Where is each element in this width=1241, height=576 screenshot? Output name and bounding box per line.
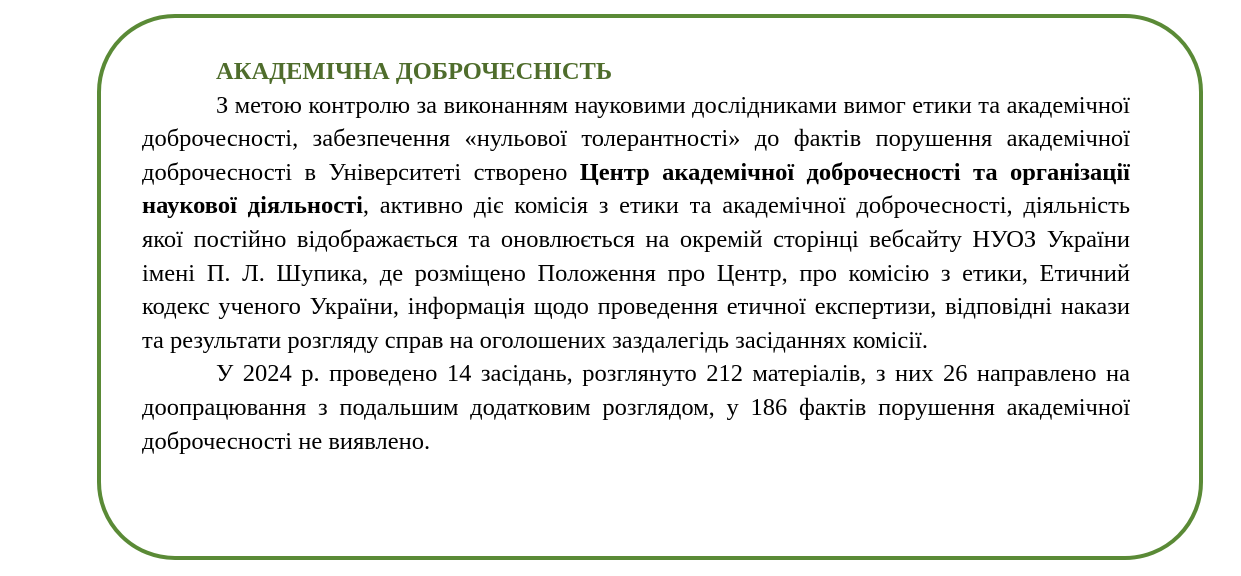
paragraph-academic-integrity	[142, 89, 1130, 358]
section-heading: АКАДЕМІЧНА ДОБРОЧЕСНІСТЬ	[216, 58, 613, 85]
paragraph-statistics-2024: У 2024 р. проведено 14 засідань, розглянуто 212 матеріалів, з них 26 направлено на доопрацювання з подальшим додатковим розглядом, у 186 фактів порушення академічної доброчесності не виявлено.	[142, 360, 1130, 455]
paragraph1-bold-center-name: Центр академічної доброчесності та організації наукової діяльності	[142, 158, 1130, 220]
text-block	[142, 55, 1130, 458]
paragraph1-text-end: , активно діє комісія з етики та академічної доброчесності, діяльність якої постійно відображається та оновлюється на окремій сторінці вебсайту НУОЗ України імені П. Л. Шупика, де розміщено Положення про Центр, про комісію з етики, Етичний кодекс ученого України, інформація щодо проведення етичної експертизи, відповідні накази та результати розгляду справ на оголошених заздалегідь засіданнях комісії.	[142, 192, 1130, 354]
paragraph1-text-start: З метою контролю за виконанням науковими дослідниками вимог етики та академічної доброчесності, забезпечення «нульової толерантності» до фактів порушення академічної доброчесності в Університеті створено	[142, 91, 1130, 186]
